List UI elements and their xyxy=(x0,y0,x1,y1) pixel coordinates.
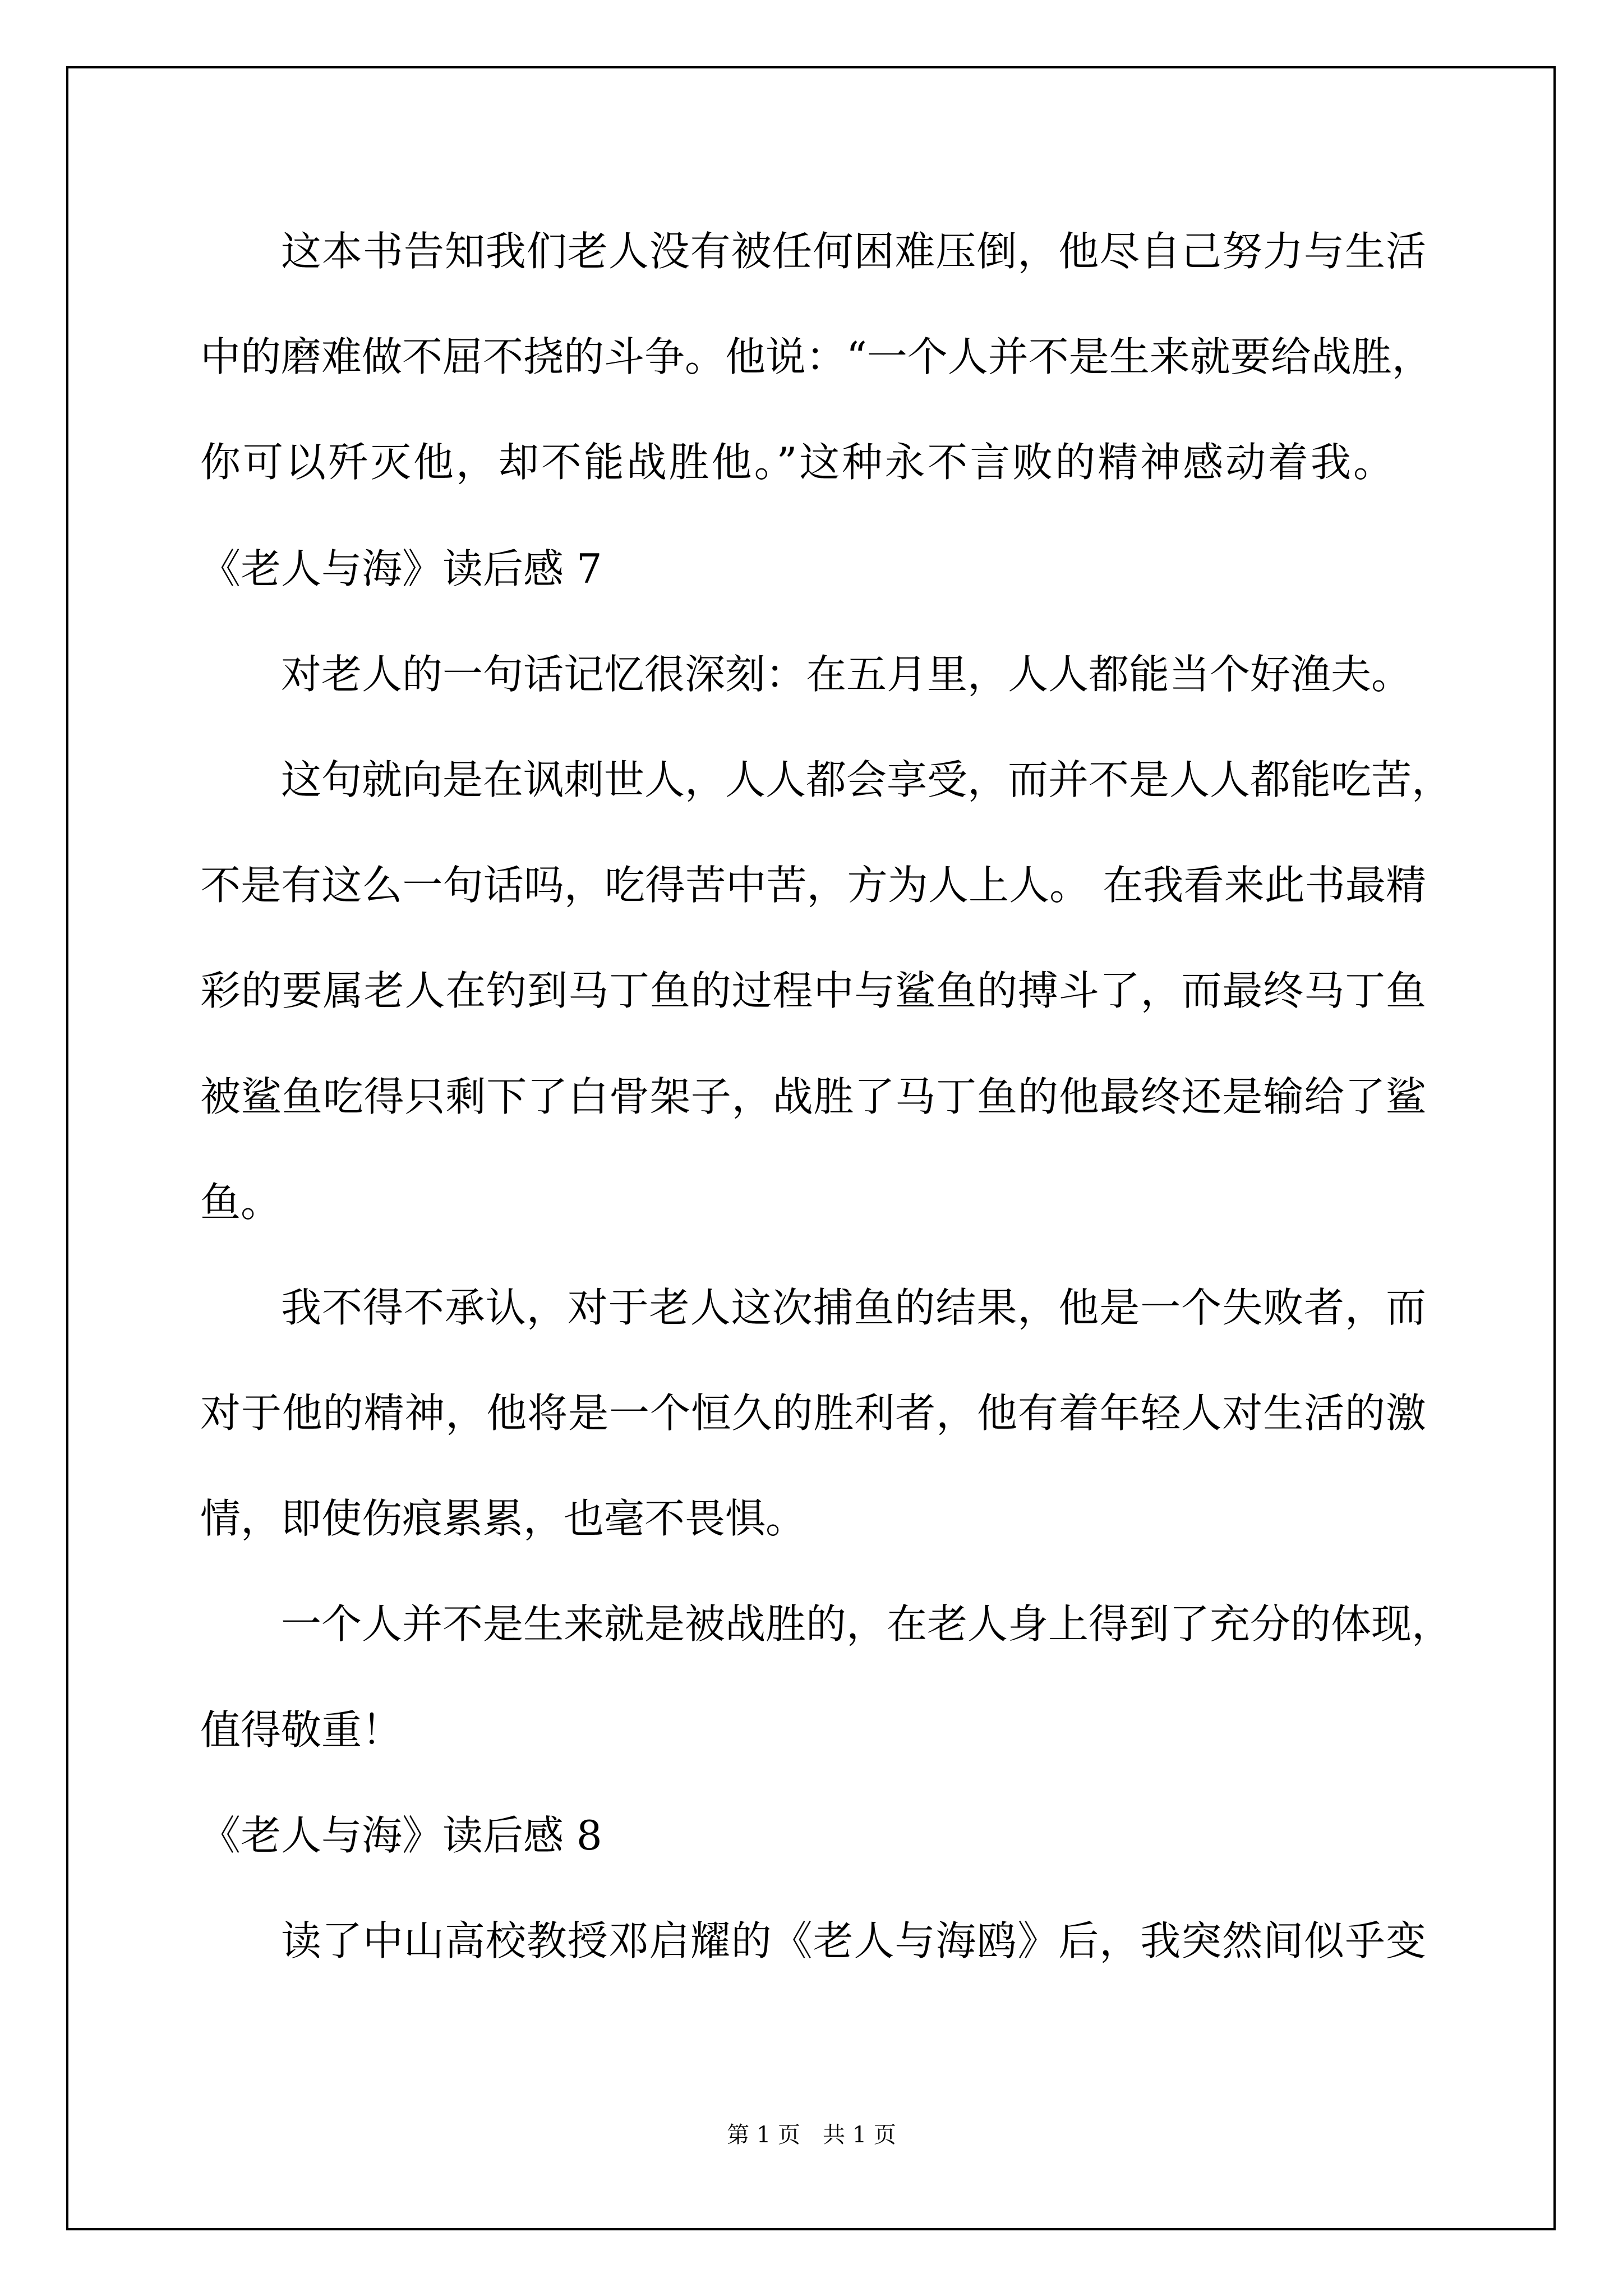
section-heading: 《老人与海》读后感 8 xyxy=(200,1812,602,1859)
paragraph-line: 这本书告知我们老人没有被任何困难压倒，他尽自己努力与生活 xyxy=(281,228,1426,275)
paragraph-line: 一个人并不是生来就是被战胜的，在老人身上得到了充分的体现， xyxy=(281,1600,1453,1648)
paragraph-line: 读了中山高校教授邓启耀的《老人与海鸥》后，我突然间似乎变 xyxy=(281,1917,1426,1964)
page-number-footer: 第 1 页 共 1 页 xyxy=(727,2122,896,2148)
paragraph-line: 对老人的一句话记忆很深刻：在五月里，人人都能当个好渔夫。 xyxy=(281,651,1412,698)
paragraph-line: 鱼。 xyxy=(200,1179,282,1226)
paragraph-line: 你可以歼灭他，却不能战胜他。”这种永不言败的精神感动着我。 xyxy=(200,439,1394,486)
paragraph-line: 彩的要属老人在钓到马丁鱼的过程中与鲨鱼的搏斗了，而最终马丁鱼 xyxy=(200,967,1426,1014)
section-heading: 《老人与海》读后感 7 xyxy=(200,545,602,592)
paragraph-line: 不是有这么一句话吗，吃得苦中苦，方为人上人。 在我看来此书最精 xyxy=(200,862,1426,909)
paragraph-line: 情，即使伤痕累累，也毫不畏惧。 xyxy=(200,1495,806,1542)
paragraph-line: 值得敬重！ xyxy=(200,1706,403,1754)
paragraph-line: 被鲨鱼吃得只剩下了白骨架子，战胜了马丁鱼的他最终还是输给了鲨 xyxy=(200,1073,1426,1120)
paragraph-line: 对于他的精神，他将是一个恒久的胜利者，他有着年轻人对生活的激 xyxy=(200,1389,1426,1437)
paragraph-line: 中的磨难做不屈不挠的斗争。他说：“一个人并不是生来就要给战胜， xyxy=(200,333,1432,380)
page-border xyxy=(66,66,1556,2230)
paragraph-line: 这句就向是在讽刺世人，人人都会享受，而并不是人人都能吃苦， xyxy=(281,756,1453,803)
paragraph-line: 我不得不承认，对于老人这次捕鱼的结果，他是一个失败者，而 xyxy=(281,1284,1426,1331)
